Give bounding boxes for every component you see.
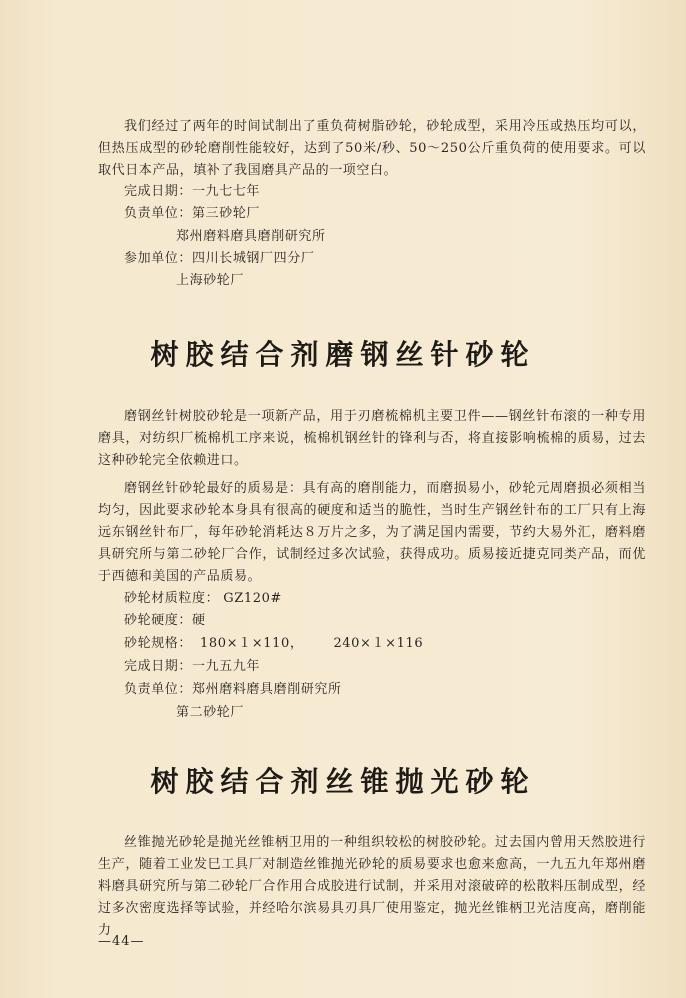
section2-responsible-row-2 (176, 702, 244, 724)
section1-responsible-row (124, 203, 260, 225)
responsible-label: 负责单位： (124, 682, 193, 697)
section3-paragraph: 丝锥抛光砂轮是抛光丝锥柄卫用的一种组织较松的树胶砂轮。过去国内曾用天然胶进行生产，随着工业发巳工具厂对制造丝锥抛光砂轮的质易要求也愈来愈高，一九五九年郑州磨料磨具研究所与第二砂轮厂合作用合成胶进行试制，并采用对滚破碎的松散料压制成型，经过多次密度选择等试验，并经哈尔滨易具刃具厂使用鉴定，抛光丝锥柄卫光洁度高，磨削能力 (98, 835, 646, 938)
section1-participant-row (124, 248, 314, 270)
section2-responsible-row (124, 679, 342, 701)
completion-label: 完成日期： (124, 184, 193, 199)
section2-material-row (124, 588, 282, 610)
section2-completion-row (124, 656, 260, 678)
responsible-unit-2: 第二砂轮厂 (176, 705, 245, 720)
material-label: 砂轮材质粒度： (124, 591, 220, 606)
spec-label: 砂轮规格： (124, 636, 193, 651)
section1-paragraph: 我们经过了两年的时间试制出了重负荷树脂砂轮，砂轮成型，采用冷压或热压均可以，但热压成型的砂轮磨削性能较好，达到了50米/秒、50～250公斤重负荷的使用要求。可以取代日本产品，填补了我国磨具产品的一项空白。 (98, 119, 646, 178)
completion-value: 一九五九年 (192, 659, 261, 674)
section2-paragraph-2: 磨钢丝针砂轮最好的质易是：具有高的磨削能力，而磨损易小，砂轮元周磨损必须相当均匀，因此要求砂轮本身具有很高的硬度和适当的脆性，当时生产钢丝针布的工厂只有上海远东钢丝针布厂，每年砂轮消耗达８万片之多，为了满足国内需要，节约大易外汇，磨料磨具研究所与第二砂轮厂合作，试制经过多次试验，获得成功。质易接近捷克同类产品，而优于西德和美国的产品质易。 (98, 481, 646, 584)
section2-hardness-row (124, 610, 206, 632)
page-number: —44— (98, 934, 145, 949)
completion-label: 完成日期： (124, 659, 193, 674)
hardness-label: 砂轮硬度： (124, 613, 193, 628)
section2-paragraph-1: 磨钢丝针树胶砂轮是一项新产品，用于刃磨梳棉机主要卫件——钢丝针布滚的一种专用磨具，对纺织厂梳棉机工序来说，梳棉机钢丝针的锋利与否，将直接影响梳棉的质易，过去这种砂轮完全依赖进口。 (98, 409, 646, 468)
participant-unit-1: 四川长城钢厂四分厂 (192, 251, 315, 266)
section2-spec-row (124, 633, 423, 655)
participant-unit-2: 上海砂轮厂 (176, 273, 245, 288)
section1-participant-row-2 (176, 270, 244, 292)
responsible-unit-2: 郑州磨料磨具磨削研究所 (176, 229, 326, 244)
completion-value: 一九七七年 (192, 184, 261, 199)
section1-responsible-row-2 (176, 226, 326, 248)
responsible-unit-1: 第三砂轮厂 (192, 206, 261, 221)
hardness-value: 硬 (192, 613, 206, 628)
spec-value-2: 240×１×116 (333, 636, 424, 651)
responsible-label: 负责单位： (124, 206, 193, 221)
material-value: GZ120# (223, 591, 282, 606)
section3-title: 树胶结合剂丝锥抛光砂轮 (150, 765, 536, 798)
section2-title: 树胶结合剂磨钢丝针砂轮 (150, 338, 536, 371)
responsible-unit-1: 郑州磨料磨具磨削研究所 (192, 682, 342, 697)
spec-value-1: 180×１×110， (200, 636, 304, 651)
section1-completion-row (124, 181, 260, 203)
participant-label: 参加单位： (124, 251, 193, 266)
